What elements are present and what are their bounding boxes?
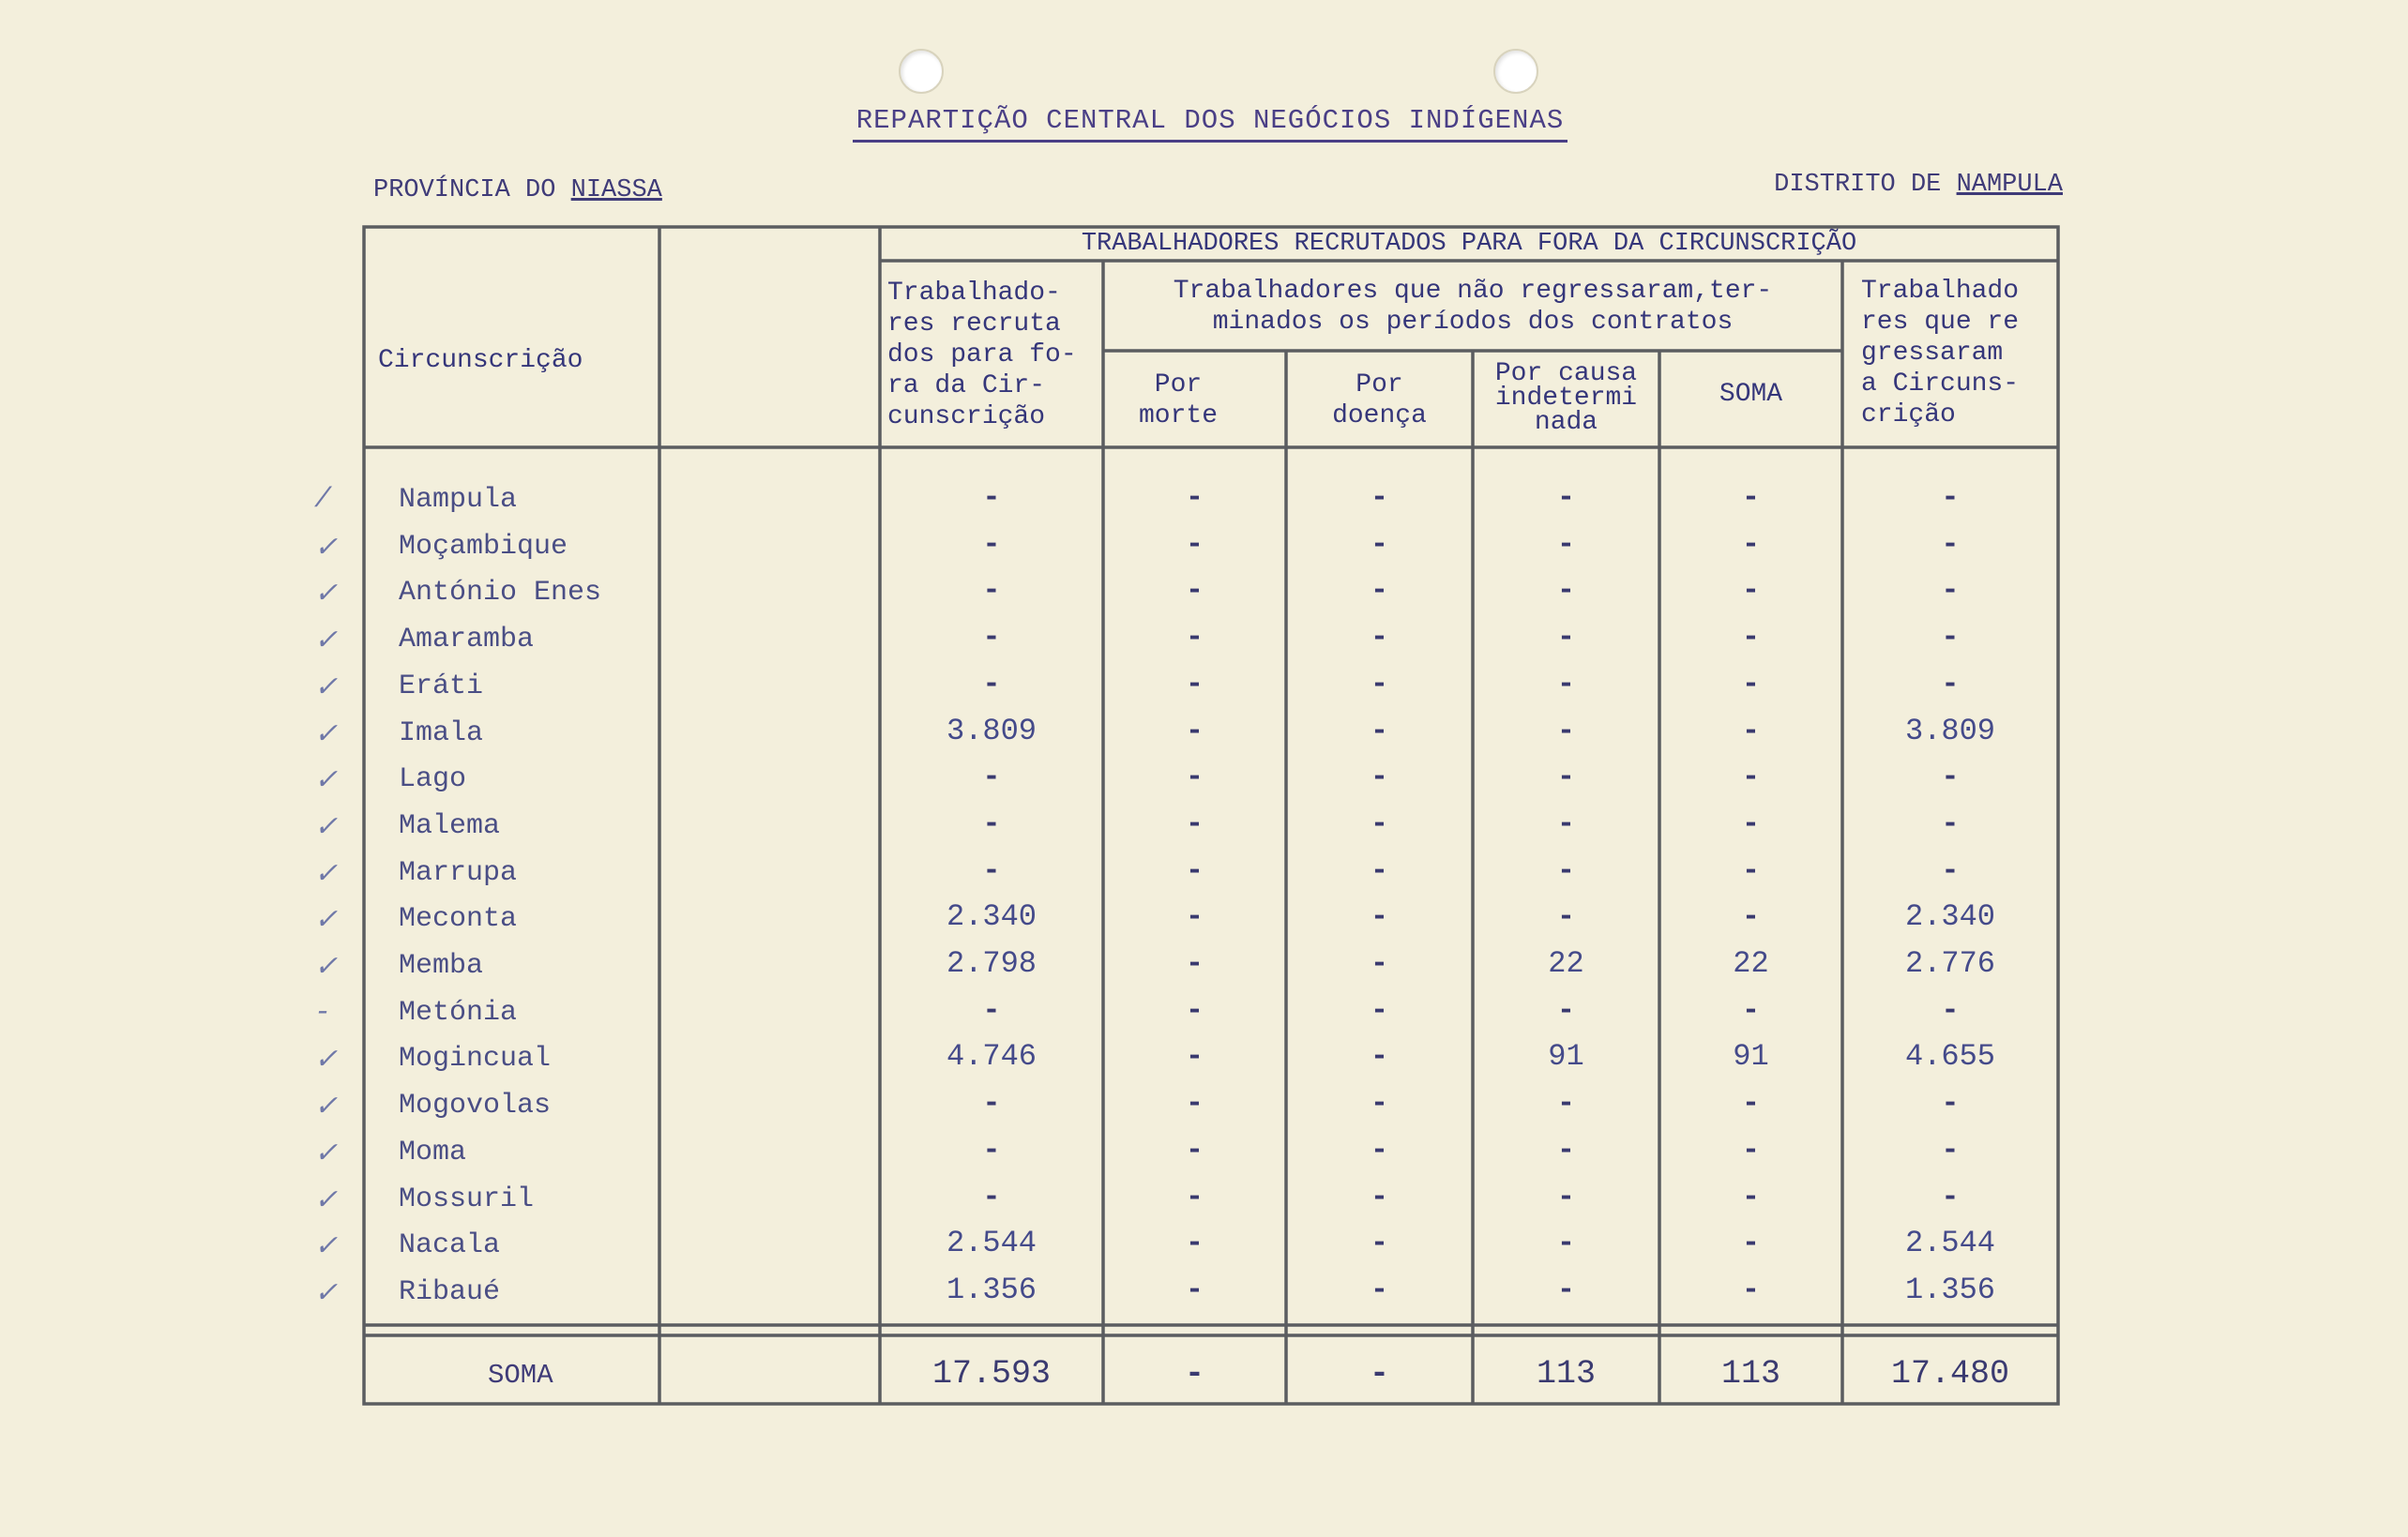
row-cell-recrutados: - <box>982 806 1001 841</box>
row-cell-soma: - <box>1741 806 1761 841</box>
row-cell-causa: - <box>1556 853 1576 888</box>
row-cell-soma: - <box>1741 1180 1761 1214</box>
row-cell-recrutados: - <box>982 1133 1001 1168</box>
district-name: NAMPULA <box>1956 171 2063 199</box>
row-cell-recrutados: 3.809 <box>946 714 1037 748</box>
row-cell-morte: - <box>1185 1273 1204 1307</box>
row-cell-soma: - <box>1741 527 1761 562</box>
row-cell-recrutados: - <box>982 760 1001 794</box>
row-checkmark: ✓ <box>314 1232 339 1264</box>
row-cell-doenca: - <box>1370 946 1389 981</box>
row-cell-doenca: - <box>1370 1133 1389 1168</box>
row-cell-regressaram: - <box>1941 667 1960 701</box>
row-cell-recrutados: - <box>982 1086 1001 1121</box>
row-cell-regressaram: 2.340 <box>1904 899 1995 934</box>
row-cell-regressaram: - <box>1941 620 1960 655</box>
row-circunscricao-name: Nacala <box>399 1229 501 1261</box>
row-cell-regressaram: - <box>1941 806 1960 841</box>
row-circunscricao-name: Eráti <box>399 671 484 702</box>
header-recrutados: Trabalhado- res recruta dos para fo- ra da Cir- cunscrição <box>887 279 1077 431</box>
row-cell-doenca: - <box>1370 1226 1389 1260</box>
row-circunscricao-name: Metónia <box>399 997 518 1029</box>
row-circunscricao-name: António Enes <box>399 577 602 609</box>
header-soma: SOMA <box>1719 380 1783 409</box>
row-cell-causa: - <box>1556 573 1576 608</box>
row-cell-causa: - <box>1556 1086 1576 1121</box>
row-cell-regressaram: - <box>1941 1086 1960 1121</box>
row-cell-doenca: - <box>1370 806 1389 841</box>
row-cell-soma: - <box>1741 853 1761 888</box>
row-cell-recrutados: - <box>982 573 1001 608</box>
row-cell-recrutados: 4.746 <box>946 1039 1037 1074</box>
row-checkmark: ✓ <box>314 1279 339 1311</box>
row-cell-causa: - <box>1556 527 1576 562</box>
row-cell-regressaram: - <box>1941 1133 1960 1168</box>
row-circunscricao-name: Amaramba <box>399 624 535 655</box>
row-cell-causa: - <box>1556 899 1576 934</box>
row-cell-recrutados: - <box>982 527 1001 562</box>
row-cell-recrutados: - <box>982 480 1001 515</box>
row-cell-doenca: - <box>1370 760 1389 794</box>
row-cell-recrutados: - <box>982 667 1001 701</box>
row-cell-doenca: - <box>1370 993 1389 1028</box>
row-cell-recrutados: - <box>982 620 1001 655</box>
row-cell-causa: - <box>1556 806 1576 841</box>
row-cell-morte: - <box>1185 527 1204 562</box>
row-checkmark: ✓ <box>314 1092 339 1124</box>
row-cell-regressaram: 2.544 <box>1904 1226 1995 1260</box>
row-cell-recrutados: - <box>982 853 1001 888</box>
row-circunscricao-name: Mogovolas <box>399 1090 552 1122</box>
row-cell-regressaram: 2.776 <box>1904 946 1995 981</box>
row-checkmark: / <box>314 484 332 516</box>
row-cell-causa: - <box>1556 480 1576 515</box>
row-cell-doenca: - <box>1370 853 1389 888</box>
row-cell-regressaram: - <box>1941 993 1960 1028</box>
header-regressaram: Trabalhado res que re gressaram a Circuns- crição <box>1861 277 2020 429</box>
row-circunscricao-name: Mossuril <box>399 1183 535 1215</box>
row-cell-causa: - <box>1556 714 1576 748</box>
row-cell-regressaram: - <box>1941 760 1960 794</box>
row-cell-recrutados: - <box>982 1180 1001 1214</box>
row-cell-causa: - <box>1556 620 1576 655</box>
row-circunscricao-name: Marrupa <box>399 857 518 889</box>
row-cell-causa: - <box>1556 1226 1576 1260</box>
row-cell-recrutados: 1.356 <box>946 1273 1037 1307</box>
row-cell-soma: - <box>1741 667 1761 701</box>
row-cell-soma: - <box>1741 620 1761 655</box>
row-cell-regressaram: 4.655 <box>1904 1039 1995 1074</box>
row-cell-morte: - <box>1185 853 1204 888</box>
row-checkmark: ✓ <box>314 766 339 798</box>
district-line: DISTRITO DE NAMPULA <box>1774 171 2063 199</box>
row-cell-morte: - <box>1185 1086 1204 1121</box>
row-cell-morte: - <box>1185 1180 1204 1214</box>
row-circunscricao-name: Nampula <box>399 484 518 516</box>
row-checkmark: ✓ <box>314 860 339 892</box>
total-por-causa: 113 <box>1536 1355 1596 1393</box>
total-recrutados: 17.593 <box>931 1355 1052 1393</box>
row-cell-soma: - <box>1741 993 1761 1028</box>
total-por-doenca: - <box>1369 1355 1389 1393</box>
row-cell-morte: - <box>1185 667 1204 701</box>
row-cell-regressaram: 3.809 <box>1904 714 1995 748</box>
row-cell-soma: - <box>1741 899 1761 934</box>
punch-hole-right <box>1493 49 1538 94</box>
row-circunscricao-name: Malema <box>399 810 501 842</box>
punch-hole-left <box>899 49 944 94</box>
row-cell-causa: - <box>1556 667 1576 701</box>
row-cell-morte: - <box>1185 620 1204 655</box>
row-circunscricao-name: Moma <box>399 1137 467 1168</box>
row-cell-soma: - <box>1741 573 1761 608</box>
row-checkmark: ✓ <box>314 580 339 611</box>
row-cell-causa: - <box>1556 760 1576 794</box>
row-cell-morte: - <box>1185 946 1204 981</box>
row-cell-morte: - <box>1185 480 1204 515</box>
header-circunscricao: Circunscrição <box>378 346 583 375</box>
row-cell-soma: - <box>1741 760 1761 794</box>
row-checkmark: ✓ <box>314 813 339 845</box>
province-name: NIASSA <box>570 176 662 204</box>
row-cell-doenca: - <box>1370 1273 1389 1307</box>
header-por-doenca: Por doença <box>1332 370 1427 430</box>
row-cell-doenca: - <box>1370 899 1389 934</box>
header-nao-regressaram: Trabalhadores que não regressaram,ter- minados os períodos dos contratos <box>1173 277 1773 337</box>
total-soma: 113 <box>1720 1355 1780 1393</box>
row-checkmark: ✓ <box>314 953 339 985</box>
row-cell-causa: - <box>1556 993 1576 1028</box>
header-por-causa: Por causa indetermi nada <box>1494 359 1638 437</box>
row-cell-morte: - <box>1185 899 1204 934</box>
row-checkmark: ✓ <box>314 673 339 705</box>
row-cell-doenca: - <box>1370 1086 1389 1121</box>
row-cell-causa: - <box>1556 1133 1576 1168</box>
row-cell-morte: - <box>1185 993 1204 1028</box>
row-cell-recrutados: 2.798 <box>946 946 1037 981</box>
row-cell-regressaram: - <box>1941 853 1960 888</box>
row-cell-morte: - <box>1185 1226 1204 1260</box>
row-cell-soma: - <box>1741 1273 1761 1307</box>
row-cell-doenca: - <box>1370 480 1389 515</box>
row-cell-morte: - <box>1185 760 1204 794</box>
row-cell-soma: - <box>1741 1086 1761 1121</box>
row-cell-causa: - <box>1556 1180 1576 1214</box>
row-cell-doenca: - <box>1370 620 1389 655</box>
row-cell-soma: 91 <box>1733 1039 1769 1074</box>
row-cell-morte: - <box>1185 806 1204 841</box>
row-cell-soma: - <box>1741 1133 1761 1168</box>
row-cell-causa: - <box>1556 1273 1576 1307</box>
row-circunscricao-name: Meconta <box>399 903 518 935</box>
row-cell-regressaram: - <box>1941 527 1960 562</box>
row-checkmark: ✓ <box>314 906 339 938</box>
total-label: SOMA <box>488 1360 553 1391</box>
row-cell-recrutados: 2.340 <box>946 899 1037 934</box>
total-por-morte: - <box>1184 1355 1204 1393</box>
document-title: REPARTIÇÃO CENTRAL DOS NEGÓCIOS INDÍGENAS <box>807 105 1613 136</box>
row-cell-doenca: - <box>1370 527 1389 562</box>
row-circunscricao-name: Imala <box>399 717 484 749</box>
row-cell-regressaram: 1.356 <box>1904 1273 1995 1307</box>
row-cell-regressaram: - <box>1941 573 1960 608</box>
row-cell-soma: - <box>1741 714 1761 748</box>
row-cell-regressaram: - <box>1941 1180 1960 1214</box>
row-checkmark: ✓ <box>314 626 339 658</box>
row-cell-doenca: - <box>1370 573 1389 608</box>
row-cell-doenca: - <box>1370 667 1389 701</box>
row-checkmark: ✓ <box>314 534 339 565</box>
header-por-morte: Por morte <box>1138 370 1218 430</box>
row-cell-soma: 22 <box>1733 946 1769 981</box>
row-checkmark: ✓ <box>314 720 339 752</box>
row-cell-morte: - <box>1185 573 1204 608</box>
row-circunscricao-name: Ribaué <box>399 1276 501 1308</box>
row-cell-doenca: - <box>1370 1039 1389 1074</box>
total-regressaram: 17.480 <box>1890 1355 2010 1393</box>
row-circunscricao-name: Lago <box>399 763 467 795</box>
row-checkmark: ✓ <box>314 1046 339 1077</box>
row-cell-morte: - <box>1185 1039 1204 1074</box>
row-cell-doenca: - <box>1370 714 1389 748</box>
row-cell-causa: 22 <box>1548 946 1584 981</box>
row-cell-soma: - <box>1741 480 1761 515</box>
row-cell-recrutados: 2.544 <box>946 1226 1037 1260</box>
row-cell-morte: - <box>1185 714 1204 748</box>
province-line: PROVÍNCIA DO NIASSA <box>373 176 662 204</box>
row-cell-soma: - <box>1741 1226 1761 1260</box>
row-checkmark: - <box>314 997 332 1029</box>
row-cell-causa: 91 <box>1548 1039 1584 1074</box>
row-cell-regressaram: - <box>1941 480 1960 515</box>
row-cell-recrutados: - <box>982 993 1001 1028</box>
row-circunscricao-name: Memba <box>399 950 484 982</box>
row-cell-morte: - <box>1185 1133 1204 1168</box>
header-group-title: TRABALHADORES RECRUTADOS PARA FORA DA CIRCUNSCRIÇÃO <box>1081 230 1857 258</box>
row-checkmark: ✓ <box>314 1186 339 1218</box>
row-circunscricao-name: Mogincual <box>399 1043 552 1075</box>
row-circunscricao-name: Moçambique <box>399 531 568 563</box>
row-cell-doenca: - <box>1370 1180 1389 1214</box>
row-checkmark: ✓ <box>314 1139 339 1171</box>
